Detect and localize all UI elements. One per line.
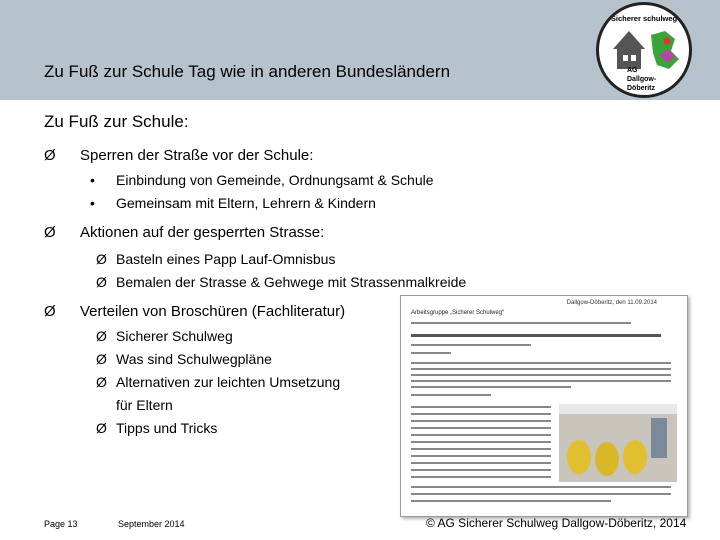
list-item xyxy=(96,328,233,344)
arrow-bullet-icon: Ø xyxy=(44,303,56,320)
list-item-continuation: für Eltern xyxy=(116,397,173,413)
item-text: Einbindung von Gemeinde, Ordnungsamt & Schule xyxy=(116,172,434,188)
list-item xyxy=(96,274,466,290)
page-number: Page 13 xyxy=(44,519,78,529)
item-text: Tipps und Tricks xyxy=(116,420,218,436)
list-item xyxy=(44,303,345,320)
bullet-icon: • xyxy=(90,172,95,188)
header-bar xyxy=(0,0,720,100)
logo-line: Dallgow- xyxy=(627,76,657,83)
list-item xyxy=(86,172,434,188)
arrow-bullet-icon: Ø xyxy=(44,147,56,164)
list-item xyxy=(96,374,340,390)
item-text: Was sind Schulwegpläne xyxy=(116,351,272,367)
list-item xyxy=(44,224,324,241)
page-title: Zu Fuß zur Schule Tag wie in anderen Bundesländern xyxy=(44,62,451,81)
logo-line: Döberitz xyxy=(627,85,655,92)
list-item xyxy=(96,251,335,267)
item-text: Alternativen zur leichten Umsetzung xyxy=(116,374,341,390)
logo-title: Sicherer schulweg xyxy=(610,14,678,23)
arrow-bullet-icon: Ø xyxy=(44,224,56,241)
arrow-bullet-icon: Ø xyxy=(96,420,107,436)
item-text: Sicherer Schulweg xyxy=(116,328,233,344)
brochure-date: Dallgow-Döberitz, den 11.09.2014 xyxy=(566,300,657,306)
brochure-photo xyxy=(559,404,677,482)
arrow-bullet-icon: Ø xyxy=(96,328,107,344)
item-text: Gemeinsam mit Eltern, Lehrern & Kindern xyxy=(116,195,376,211)
brochure-image xyxy=(400,295,688,517)
arrow-bullet-icon: Ø xyxy=(96,274,107,290)
footer-date: September 2014 xyxy=(118,519,185,529)
list-item xyxy=(96,420,217,436)
item-title: Aktionen auf der gesperrten Strasse: xyxy=(80,224,325,241)
logo-line: AG xyxy=(627,67,638,74)
copyright: © AG Sicherer Schulweg Dallgow-Döberitz, 2014 xyxy=(426,516,687,530)
item-title: Sperren der Straße vor der Schule: xyxy=(80,147,314,164)
item-title: Verteilen von Broschüren (Fachliteratur) xyxy=(80,303,346,320)
item-text: Basteln eines Papp Lauf-Omnisbus xyxy=(116,251,336,267)
brochure-heading: Arbeitsgruppe „Sicherer Schulweg“ xyxy=(411,310,505,316)
bullet-icon: • xyxy=(90,195,95,211)
item-text: Bemalen der Strasse & Gehwege mit Strassenmalkreide xyxy=(116,274,467,290)
list-item xyxy=(44,147,313,164)
section-heading: Zu Fuß zur Schule: xyxy=(44,112,189,131)
arrow-bullet-icon: Ø xyxy=(96,251,107,267)
logo xyxy=(596,2,692,98)
arrow-bullet-icon: Ø xyxy=(96,351,107,367)
list-item xyxy=(96,351,272,367)
list-item xyxy=(86,195,376,211)
arrow-bullet-icon: Ø xyxy=(96,374,107,390)
